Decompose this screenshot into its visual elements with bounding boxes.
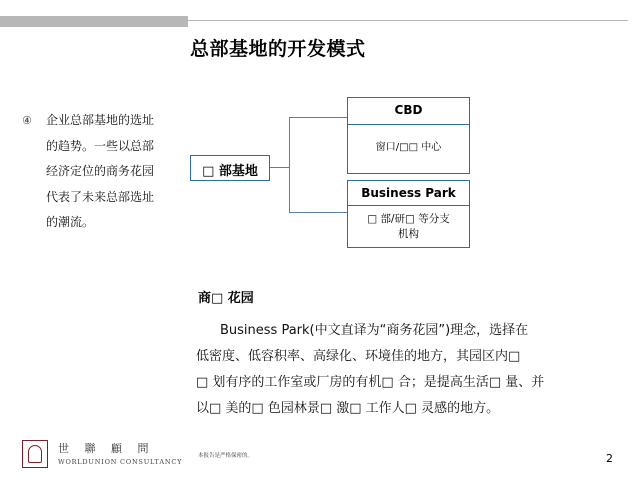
hq-base-box [190,155,270,181]
logo-emblem [28,445,42,463]
bullet-text: 企业总部基地的选址的趋势。一些以总部经济定位的商务花园代表了未来总部选址的潮流。 [46,113,155,229]
cbd-box [347,97,470,174]
connector-to-business-park [289,212,347,213]
paragraph-line: 低密度、低容积率、高绿化、环境佳的地方，其园区内□ [196,349,521,364]
paragraph-line: □ 划有序的工作室或厂房的有机□ 合；是提高生活□ 量、并 [196,375,545,390]
section-heading: 商□ 花园 [198,291,254,306]
title-rule [188,20,628,21]
bullet-marker: ④ [22,114,32,127]
company-logo [22,440,48,468]
business-park-divider [348,205,469,206]
business-park-subtitle: □ 部/研□ 等分支机构 [367,213,450,240]
slide-title: 总部基地的开发模式 [190,38,366,60]
paragraph-line: 以□ 美的□ 色园林景□ 激□ 工作人□ 灵感的地方。 [196,401,500,416]
section-paragraph [196,318,616,422]
connector-vertical [289,117,290,213]
connector-to-cbd [289,117,347,118]
paragraph-line: Business Park(中文直译为“商务花园”)理念，选择在 [220,323,529,338]
hq-base-label: □ 部基地 [202,164,258,179]
cbd-divider [348,124,469,125]
page-number: 2 [606,452,613,465]
confidentiality-note: 本报告是严格保密的。 [198,453,254,459]
connector-root-horizontal [270,167,290,168]
logo-english-name: WORLDUNION CONSULTANCY [58,458,183,466]
header-bar [0,16,188,27]
logo-chinese-name: 世 聯 顧 問 [58,442,155,455]
business-park-title: Business Park [361,186,456,200]
cbd-title: CBD [394,103,423,117]
business-park-box [347,180,470,248]
cbd-subtitle: 窗口/□□ 中心 [375,142,442,153]
